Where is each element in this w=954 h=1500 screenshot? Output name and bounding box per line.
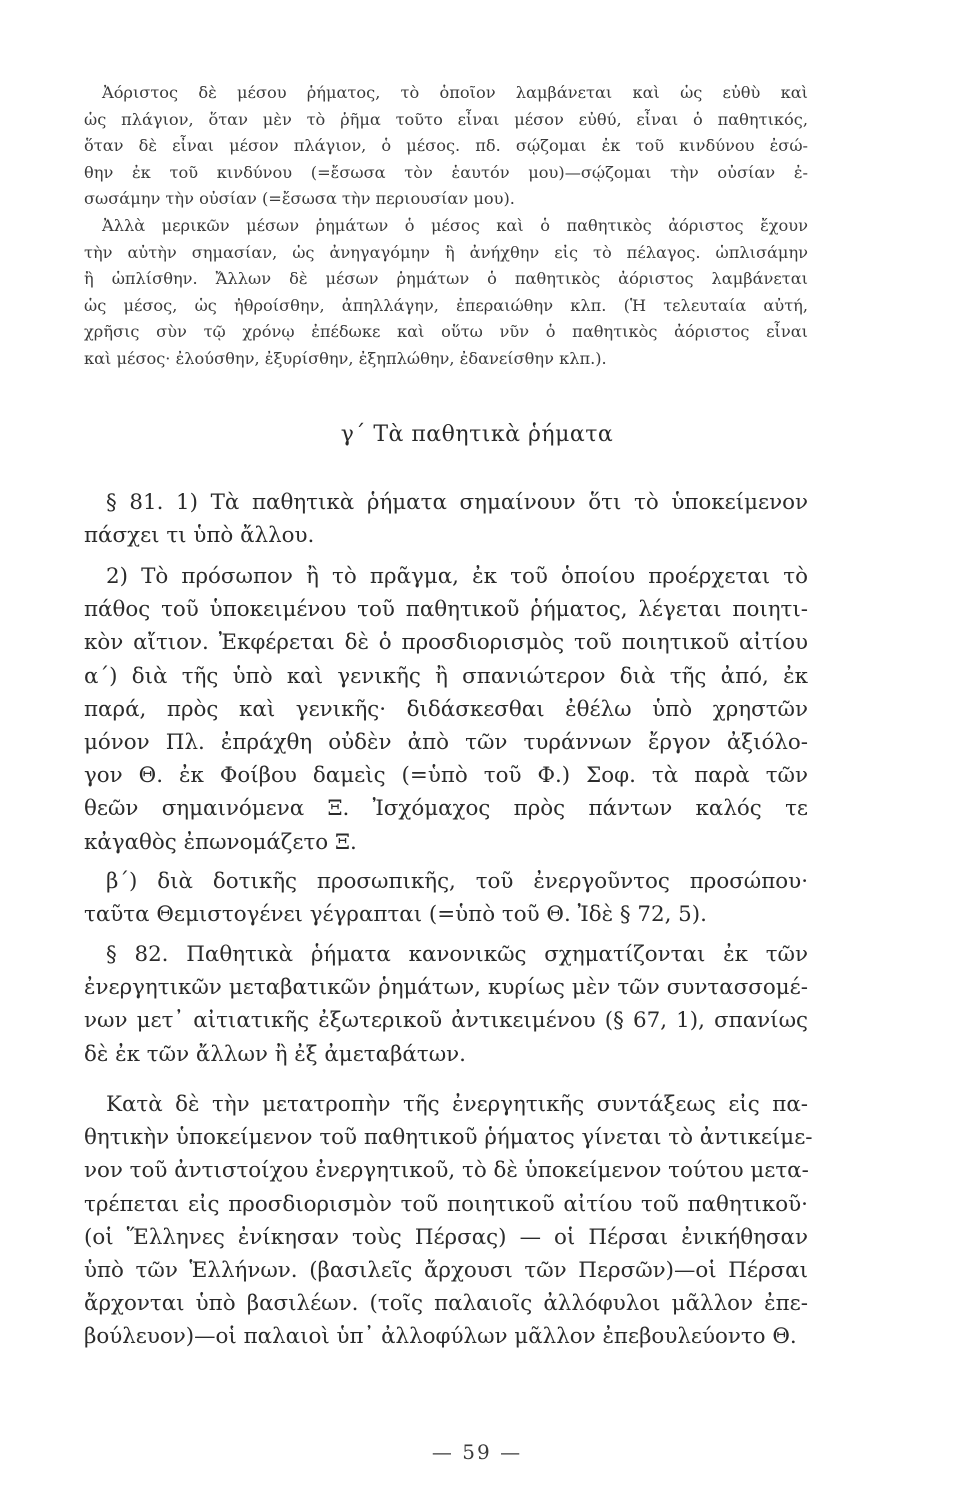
paragraph-81-2 — [84, 560, 808, 859]
text-line: πάθος τοῦ ὑποκειμένου τοῦ παθητικοῦ ῥήματος, λέγεται ποιητι- — [84, 597, 808, 623]
text-line: 2) Τὸ πρόσωπον ἢ τὸ πρᾶγμα, ἐκ τοῦ ὁποίου προέρχεται τὸ — [106, 564, 808, 589]
paragraph-82 — [84, 938, 808, 1071]
text-line: καὶ μέσος· ἐλούσθην, ἐξυρίσθην, ἐξηπλώθην, ἐδανείσθην κλπ.). — [84, 348, 607, 368]
text-line: παρά, πρὸς καὶ γενικῆς· διδάσκεσθαι ἐθέλω ὑπὸ χρηστῶν — [84, 696, 808, 722]
paragraph-81-1 — [84, 486, 808, 552]
paragraph-81-b — [84, 865, 808, 931]
text-line: νον τοῦ ἀντιστοίχου ἐνεργητικοῦ, τὸ δὲ ὑποκείμενον τούτου μετα- — [84, 1158, 809, 1184]
paragraph-aorist-middle — [84, 80, 808, 213]
text-line: γον Θ. ἐκ Φοίβου δαμεὶς (=ὑπὸ τοῦ Φ.) Σοφ. τὰ παρὰ τῶν — [84, 763, 808, 789]
text-line: θητικὴν ὑποκείμενον τοῦ παθητικοῦ ῥήματος γίνεται τὸ ἀντικείμε- — [84, 1125, 813, 1151]
text-line: κὸν αἴτιον. Ἐκφέρεται δὲ ὁ προσδιορισμὸς τοῦ ποιητικοῦ αἰτίου — [84, 630, 808, 656]
text-line: Κατὰ δὲ τὴν μετατροπὴν τῆς ἐνεργητικῆς συντάξεως εἰς πα- — [106, 1092, 808, 1117]
text-line: ταῦτα Θεμιστογένει γέγραπται (=ὑπὸ τοῦ Θ. Ἰδὲ § 72, 5). — [84, 902, 707, 928]
text-line: β΄) διὰ δοτικῆς προσωπικῆς, τοῦ ἐνεργοῦντος προσώπου· — [106, 869, 808, 894]
text-line: τὴν αὐτὴν σημασίαν, ὡς ἀνηγαγόμην ἢ ἀνήχθην εἰς τὸ πέλαγος. ὡπλισάμην — [84, 242, 808, 262]
text-line: § 81. 1) Τὰ παθητικὰ ῥήματα σημαίνουν ὅτι τὸ ὑποκείμενον — [106, 490, 808, 515]
text-line: θεῶν σημαινόμενα Ξ. Ἰσχόμαχος πρὸς πάντων καλός τε — [84, 796, 808, 822]
text-line: Ἀόριστος δὲ μέσου ῥήματος, τὸ ὁποῖον λαμβάνεται καὶ ὡς εὐθὺ καὶ — [102, 83, 808, 102]
text-line: ἄρχονται ὑπὸ βασιλέων. (τοῖς παλαιοῖς ἀλλόφυλοι μᾶλλον ἐπε- — [84, 1291, 808, 1317]
text-line: § 82. Παθητικὰ ῥήματα κανονικῶς σχηματίζονται ἐκ τῶν — [106, 942, 808, 967]
page-number: — 59 — — [431, 1440, 523, 1464]
text-line: μόνον Πλ. ἐπράχθη οὐδὲν ἀπὸ τῶν τυράννων ἔργον ἀξιόλο- — [84, 730, 808, 756]
text-line: σωσάμην τὴν οὐσίαν (=ἔσωσα τὴν περιουσίαν μου). — [84, 189, 515, 209]
text-line: κἀγαθὸς ἐπωνομάζετο Ξ. — [84, 829, 357, 855]
text-line: ὡς μέσος, ὡς ἠθροίσθην, ἀπηλλάγην, ἐπεραιώθην κλπ. (Ἡ τελευταία αὐτή, — [84, 295, 808, 315]
text-line: τρέπεται εἰς προσδιορισμὸν τοῦ ποιητικοῦ αἰτίου τοῦ παθητικοῦ· — [84, 1191, 808, 1217]
text-line: ἐνεργητικῶν μεταβατικῶν ῥημάτων, κυρίως μὲν τῶν συντασσομέ- — [84, 975, 808, 1001]
paragraph-passive-conversion — [84, 1088, 813, 1354]
text-line: ὅταν δὲ εἶναι μέσον πλάγιον, ὁ μέσος. πδ. σῴζομαι ἐκ τοῦ κινδύνου ἐσώ- — [84, 136, 808, 156]
text-line: χρῆσις σὺν τῷ χρόνῳ ἐπέδωκε καὶ οὕτω νῦν ὁ παθητικὸς ἀόριστος εἶναι — [84, 322, 808, 342]
text-line: (οἱ Ἕλληνες ἐνίκησαν τοὺς Πέρσας) — οἱ Πέρσαι ἐνικήθησαν — [84, 1224, 808, 1250]
text-line: ὡς πλάγιον, ὅταν μὲν τὸ ῥῆμα τοῦτο εἶναι μέσον εὐθύ, εἶναι ὁ παθητικός, — [84, 109, 808, 129]
text-line: ἢ ὡπλίσθην. Ἄλλων δὲ μέσων ῥημάτων ὁ παθητικὸς ἀόριστος λαμβάνεται — [84, 269, 808, 289]
text-line: θην ἐκ τοῦ κινδύνου (=ἔσωσα τὸν ἑαυτόν μου)—σῴζομαι τὴν οὐσίαν ἐ- — [84, 162, 808, 182]
text-line: Ἀλλὰ μερικῶν μέσων ῥημάτων ὁ μέσος καὶ ὁ παθητικὸς ἀόριστος ἔχουν — [102, 216, 808, 235]
text-line: βούλευον)—οἱ παλαιοὶ ὑπ᾽ ἀλλοφύλων μᾶλλον ἐπεβουλεύοντο Θ. — [84, 1324, 797, 1350]
text-line: δὲ ἐκ τῶν ἄλλων ἢ ἐξ ἀμεταβάτων. — [84, 1041, 466, 1067]
text-line: πάσχει τι ὑπὸ ἄλλου. — [84, 523, 315, 549]
text-line: νων μετ᾽ αἰτιατικῆς ἐξωτερικοῦ ἀντικειμένου (§ 67, 1), σπανίως — [84, 1008, 808, 1034]
section-heading: γ΄ Τὰ παθητικὰ ῥήματα — [340, 422, 614, 447]
text-line: ὑπὸ τῶν Ἑλλήνων. (βασιλεῖς ἄρχουσι τῶν Περσῶν)—οἱ Πέρσαι — [84, 1258, 808, 1284]
text-line: α΄) διὰ τῆς ὑπὸ καὶ γενικῆς ἢ σπανιώτερον διὰ τῆς ἀπό, ἐκ — [84, 663, 808, 689]
paragraph-middle-passive-aorist — [84, 213, 808, 373]
